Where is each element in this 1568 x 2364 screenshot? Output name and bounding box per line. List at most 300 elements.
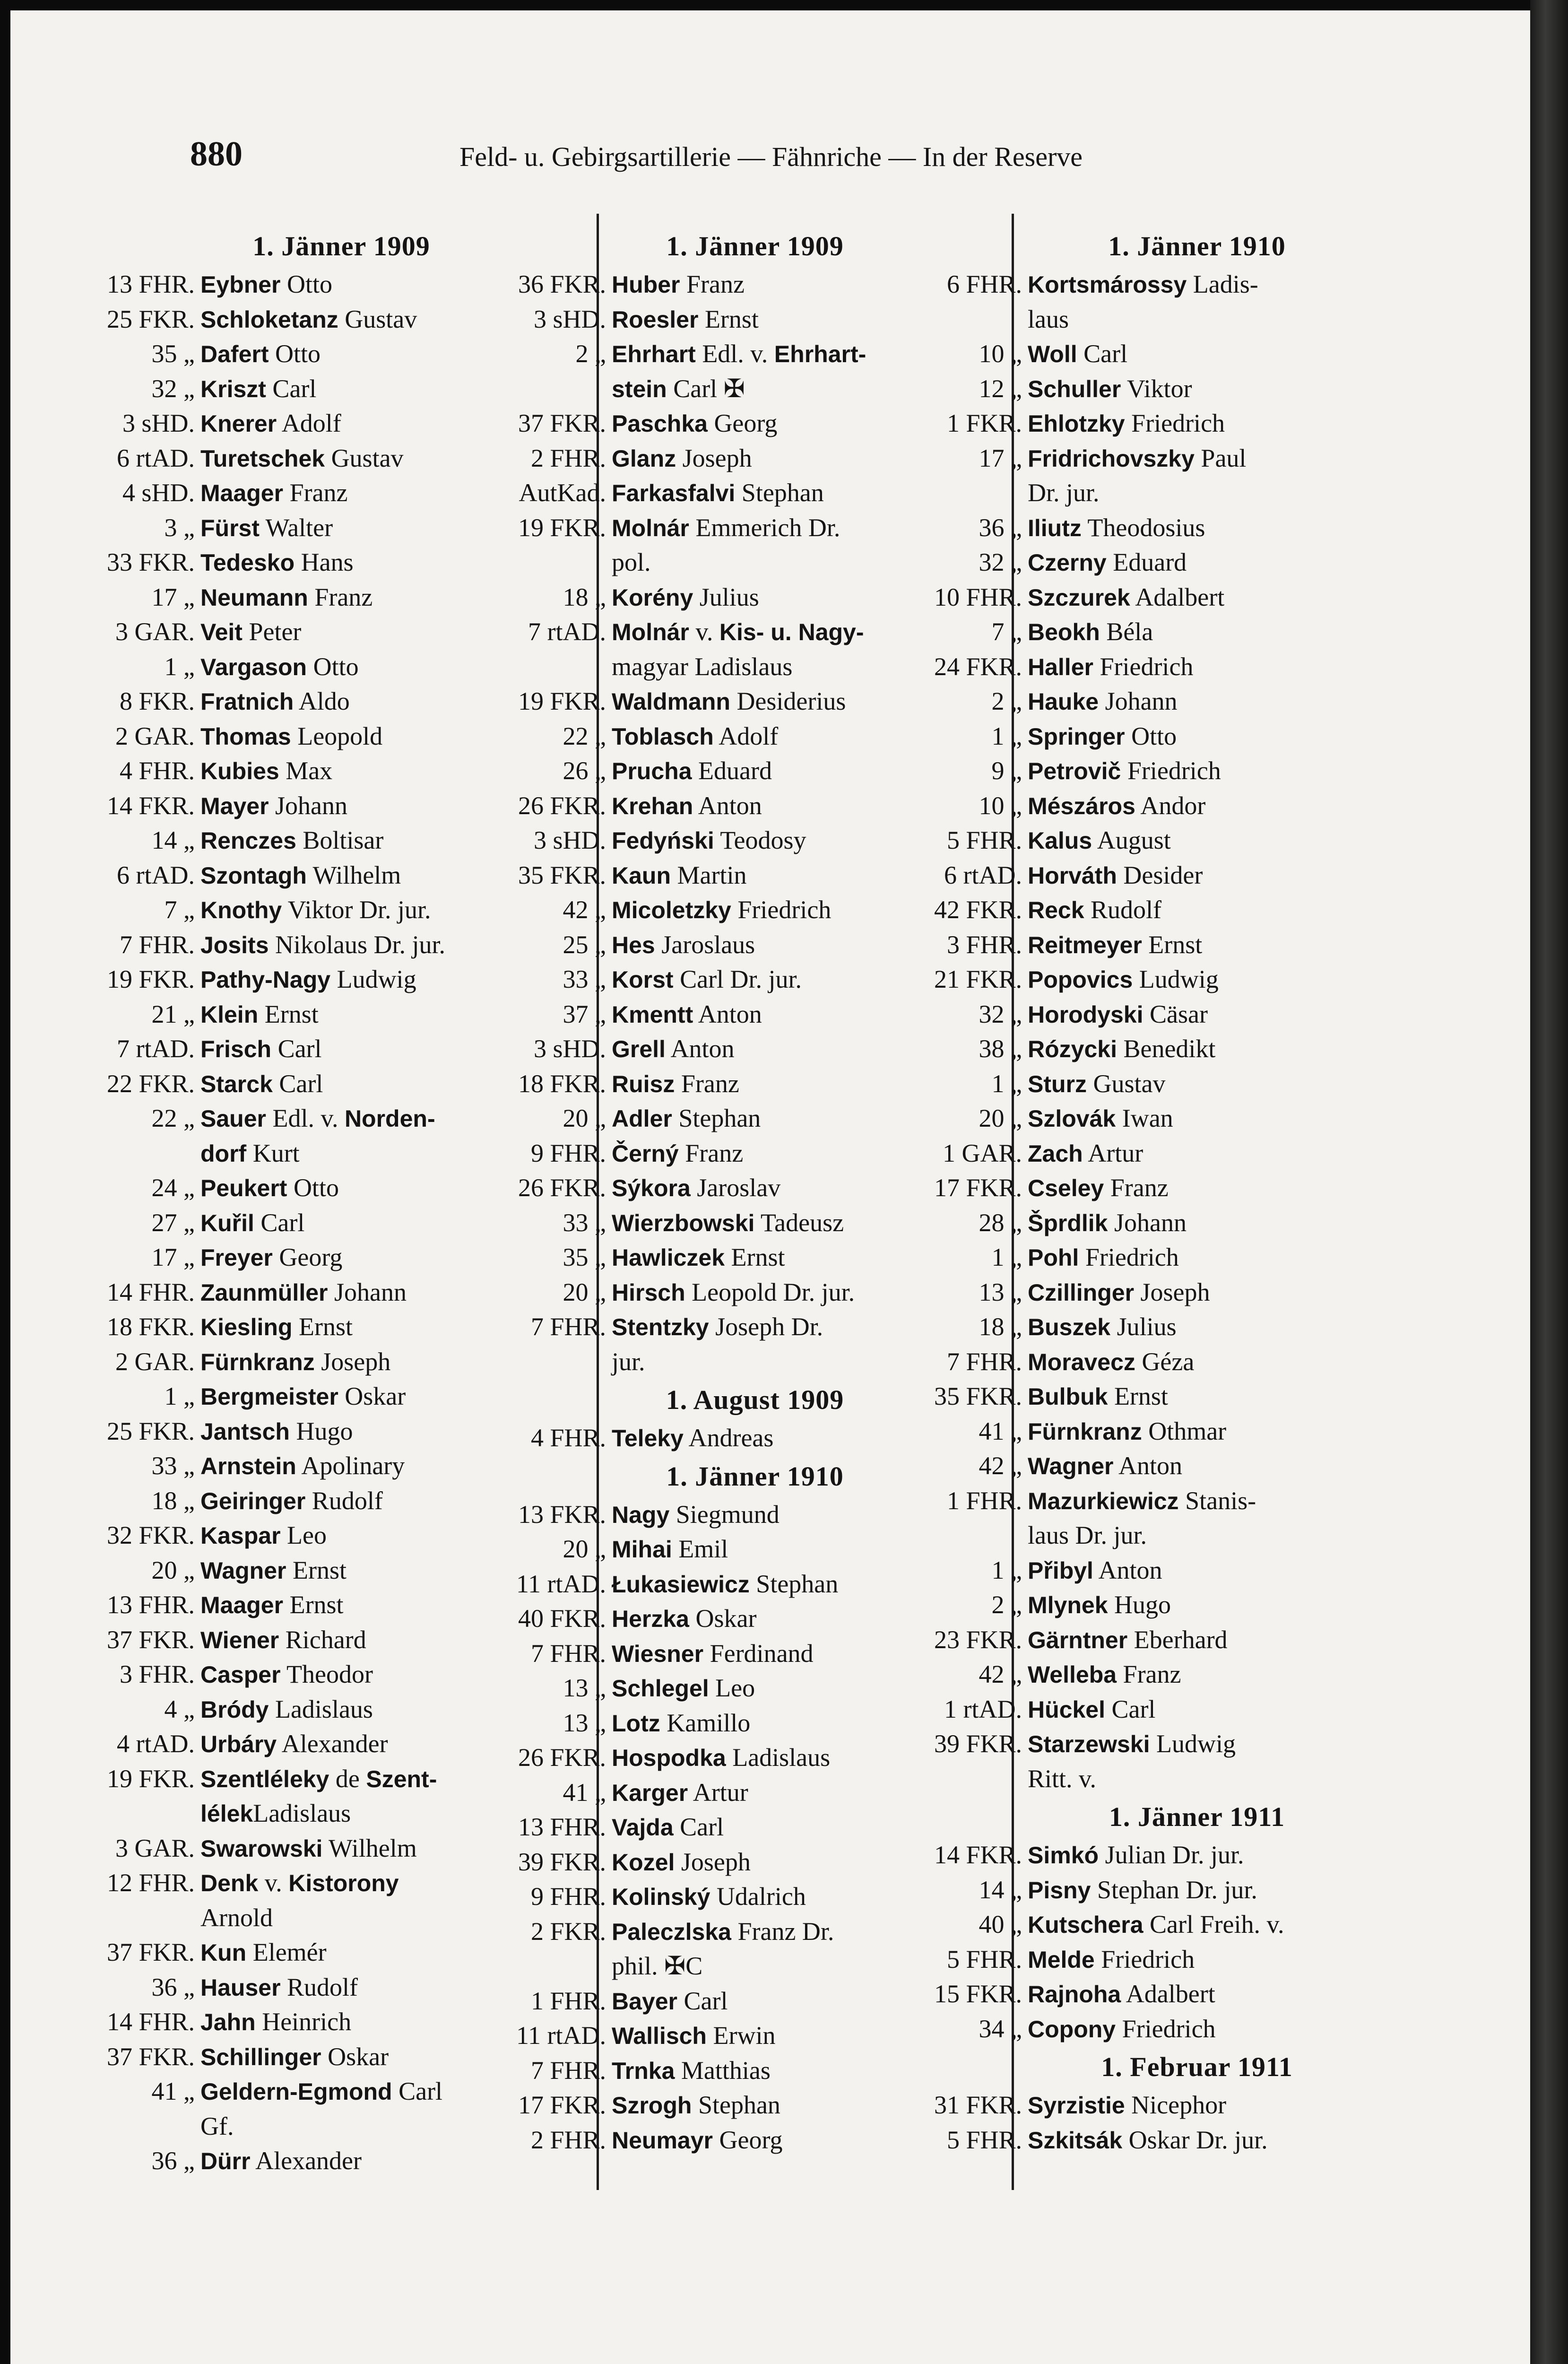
- surname: Farkasfalvi: [612, 480, 736, 506]
- given-names: Carl: [392, 2077, 443, 2105]
- given-names: Otto: [1125, 721, 1177, 750]
- entry-name: [200, 1796, 351, 1832]
- entry-name: [612, 441, 752, 477]
- entry-name: [612, 1171, 780, 1206]
- surname: Horodyski: [1028, 1001, 1144, 1028]
- surname: Bayer: [612, 1988, 677, 2015]
- entry-name: [1028, 1692, 1155, 1728]
- entry-continuation: [918, 476, 1476, 511]
- entry-name: [612, 406, 777, 442]
- surname: Starck: [200, 1070, 273, 1097]
- surname: Eybner: [200, 271, 281, 298]
- given-names: Ladis-: [1187, 270, 1258, 298]
- entry-name: [612, 1497, 780, 1533]
- given-names: Georg: [272, 1243, 343, 1271]
- entry-name: [1028, 615, 1153, 650]
- given-names: Rudolf: [1084, 895, 1162, 924]
- entry-name: [612, 858, 746, 894]
- unit-number: 10 „: [979, 339, 1022, 368]
- entry-row: [918, 337, 1476, 372]
- entry-name: [200, 1171, 339, 1206]
- entry-name: [612, 789, 762, 824]
- surname: Ehlotzky: [1028, 410, 1125, 437]
- unit-number: 27 „: [151, 1208, 195, 1237]
- entry-name: [200, 1414, 353, 1450]
- page-header: [190, 134, 1523, 182]
- entry-name: [1028, 1553, 1162, 1589]
- entry-name: [1028, 1414, 1226, 1450]
- unit-number: 7 FHR.: [946, 1347, 1022, 1376]
- surname: Bergmeister: [200, 1383, 338, 1410]
- surname: Pohl: [1028, 1244, 1079, 1271]
- given-names: Aldo: [294, 687, 350, 715]
- given-names: Anton: [1093, 1556, 1162, 1584]
- book-spine: [1530, 0, 1568, 2364]
- unit-number: 7 FHR.: [530, 1639, 606, 1668]
- surname: Adler: [612, 1105, 672, 1132]
- unit-number: 33 „: [151, 1451, 195, 1480]
- surname: Jantsch: [200, 1418, 290, 1445]
- entry-name: [200, 1275, 407, 1311]
- entry-name: [200, 1032, 322, 1067]
- given-names: Ludwig: [1150, 1730, 1236, 1758]
- unit-number: 3 sHD.: [122, 409, 195, 437]
- surname: Kutschera: [1028, 1912, 1144, 1938]
- entry-name: [200, 372, 316, 407]
- entry-name: [1028, 1275, 1210, 1311]
- given-names: Kurt: [246, 1139, 300, 1167]
- unit-number: 17 „: [979, 443, 1022, 472]
- given-names: Edl. v.: [695, 339, 774, 368]
- entry-name: [612, 2053, 771, 2089]
- unit-number: 18 „: [979, 1312, 1022, 1341]
- entry-row: [918, 1310, 1476, 1345]
- entry-name: [612, 1101, 761, 1137]
- unit-number: 3 sHD.: [533, 304, 606, 333]
- entry-name: [200, 406, 341, 442]
- given-names: v.: [258, 1869, 289, 1897]
- given-names: Carl: [271, 1034, 322, 1063]
- unit-number: 36 „: [151, 1973, 195, 2001]
- unit-number: 2 GAR.: [115, 721, 195, 750]
- entry-name: [612, 372, 745, 407]
- surname: Denk: [200, 1870, 259, 1896]
- entry-name: [1028, 1345, 1194, 1380]
- entry-row: [918, 2123, 1476, 2158]
- given-names: Ernst: [258, 999, 319, 1028]
- unit-number: 20 „: [563, 1104, 606, 1132]
- surname: Schloketanz: [200, 306, 338, 333]
- surname: Molnár: [612, 514, 689, 541]
- unit-number: 9 „: [991, 756, 1022, 785]
- entry-row: [918, 1414, 1476, 1449]
- entry-row: [918, 893, 1476, 928]
- unit-number: 41 „: [151, 2077, 195, 2105]
- unit-number: 21 FKR.: [934, 965, 1022, 993]
- entry-name: [200, 823, 383, 859]
- unit-number: 33 „: [563, 965, 606, 993]
- surname: Syrzistie: [1028, 2092, 1125, 2119]
- unit-number: 3 „: [164, 513, 195, 542]
- date-heading: 1. Jänner 1909: [666, 231, 844, 261]
- unit-number: 3 sHD.: [533, 1034, 606, 1063]
- entry-name: [612, 1984, 728, 2019]
- unit-number: 15 FKR.: [934, 1980, 1022, 2008]
- entry-row: [918, 1838, 1476, 1873]
- given-names: laus: [1028, 304, 1069, 333]
- unit-number: 39 FKR.: [934, 1730, 1022, 1758]
- entry-name: [1028, 1240, 1179, 1276]
- entry-name: [200, 858, 401, 894]
- given-names: Friedrich: [1121, 756, 1221, 785]
- unit-number: 13 FHR.: [518, 1813, 606, 1841]
- entry-name: [1028, 684, 1178, 720]
- unit-number: 23 FKR.: [934, 1625, 1022, 1654]
- given-names: Apolinary: [296, 1451, 405, 1480]
- entry-row: [918, 580, 1476, 615]
- entry-name: [1028, 1449, 1182, 1484]
- unit-number: 14 „: [979, 1875, 1022, 1904]
- surname: Szrogh: [612, 2092, 692, 2119]
- entry-name: [200, 1240, 342, 1276]
- surname: Szlovák: [1028, 1105, 1116, 1132]
- given-names: Georg: [707, 409, 778, 437]
- entry-name: [612, 1845, 751, 1880]
- unit-number: 13 „: [563, 1708, 606, 1737]
- entry-name: [200, 754, 332, 789]
- surname: Toblasch: [612, 723, 714, 750]
- given-names: Nicephor: [1125, 2091, 1227, 2119]
- surname: Kubies: [200, 758, 279, 784]
- surname: Wagner: [200, 1557, 286, 1584]
- given-names: Alexander: [250, 2147, 362, 2175]
- surname: Kuřil: [200, 1209, 254, 1236]
- given-names: Friedrich: [1093, 652, 1194, 681]
- entry-row: [918, 406, 1476, 441]
- entry-name: [1028, 580, 1224, 616]
- entry-row: [918, 1136, 1476, 1171]
- given-names: Johann: [328, 1278, 407, 1306]
- given-names: Franz: [680, 270, 745, 298]
- surname: Swarowski: [200, 1835, 323, 1862]
- unit-number: 11 rtAD.: [516, 1569, 606, 1598]
- unit-number: 20 „: [563, 1278, 606, 1306]
- unit-number: 37 FKR.: [106, 1625, 195, 1654]
- entry-name: [200, 545, 354, 581]
- given-names: Artur: [688, 1778, 748, 1807]
- entry-name: [200, 1657, 373, 1693]
- given-names: Heinrich: [255, 2008, 352, 2036]
- unit-number: 13 „: [563, 1674, 606, 1702]
- given-names: Stephan: [672, 1104, 761, 1132]
- unit-number: 22 FKR.: [106, 1069, 195, 1098]
- entry-row: [918, 1657, 1476, 1692]
- unit-number: 4 FHR.: [530, 1424, 606, 1452]
- unit-number: 22 „: [563, 721, 606, 750]
- given-names: Peter: [242, 617, 302, 646]
- entry-row: [918, 1727, 1476, 1762]
- unit-number: 6 rtAD.: [944, 860, 1022, 889]
- unit-number: 38 „: [979, 1034, 1022, 1063]
- given-names: Friedrich: [1094, 1945, 1195, 1973]
- entry-row: [918, 1171, 1476, 1206]
- given-names: Theodosius: [1081, 513, 1205, 542]
- unit-number: 1 FHR.: [530, 1986, 606, 2015]
- entry-name: [200, 1484, 383, 1519]
- unit-number: 7 FHR.: [530, 2056, 606, 2085]
- given-names: Desiderius: [730, 687, 846, 715]
- entry-name: [1028, 1171, 1169, 1206]
- entry-name: [200, 337, 321, 372]
- unit-number: 18 „: [563, 582, 606, 611]
- given-names: Carl: [677, 1986, 728, 2015]
- unit-number: 6 rtAD.: [117, 443, 195, 472]
- surname-part: Kis- u. Nagy-: [719, 619, 864, 645]
- entry-name: [1028, 1907, 1284, 1943]
- given-names: Ernst: [1108, 1382, 1168, 1410]
- unit-number: 18 „: [151, 1486, 195, 1515]
- given-names: Anton: [1113, 1451, 1183, 1480]
- surname: Teleky: [612, 1425, 684, 1451]
- surname: Rózycki: [1028, 1036, 1117, 1062]
- entry-name: [612, 580, 759, 616]
- entry-name: [1028, 406, 1225, 442]
- surname: Łukasiewicz: [612, 1571, 750, 1598]
- unit-number: 35 FKR.: [518, 860, 606, 889]
- entry-row: [918, 1588, 1476, 1623]
- unit-number: 13 FKR.: [518, 1500, 606, 1529]
- given-names: Julius: [1110, 1312, 1177, 1341]
- unit-number: 21 „: [151, 999, 195, 1028]
- surname: Knerer: [200, 410, 277, 437]
- given-names: Ritt. v.: [1028, 1764, 1097, 1793]
- surname: Maager: [200, 1592, 284, 1618]
- unit-number: 2 FHR.: [530, 443, 606, 472]
- surname: Wiesner: [612, 1640, 704, 1667]
- given-names: Martin: [671, 860, 747, 889]
- given-names: Béla: [1100, 617, 1153, 646]
- unit-number: 13 FHR.: [106, 270, 195, 298]
- given-names: Dr. jur.: [1028, 478, 1100, 507]
- given-names: Julian Dr. jur.: [1099, 1841, 1244, 1869]
- given-names: Carl: [266, 374, 317, 403]
- unit-number: 32 „: [151, 374, 195, 403]
- given-names: pol.: [612, 548, 651, 576]
- entry-continuation: [918, 1762, 1476, 1797]
- given-names: Theodor: [280, 1660, 373, 1688]
- surname: Pisny: [1028, 1877, 1091, 1903]
- entry-row: [918, 372, 1476, 407]
- surname: Czillinger: [1028, 1279, 1135, 1306]
- entry-name: [200, 1970, 358, 2006]
- surname: Thomas: [200, 723, 291, 750]
- given-names: Jaroslaus: [655, 930, 755, 959]
- given-names: Wilhelm: [322, 1834, 417, 1862]
- given-names: Adolf: [713, 721, 779, 750]
- given-names: Adalbert: [1121, 1980, 1215, 2008]
- unit-number: 10 „: [979, 791, 1022, 820]
- surname: Veit: [200, 619, 243, 645]
- entry-name: [1028, 1067, 1165, 1102]
- entry-row: [918, 650, 1476, 685]
- given-names: Ernst: [1142, 930, 1203, 959]
- entry-name: [200, 1345, 390, 1380]
- surname: Kaun: [612, 862, 671, 889]
- entry-name: [1028, 754, 1221, 789]
- surname: Nagy: [612, 1501, 670, 1528]
- unit-number: 4 sHD.: [122, 478, 195, 507]
- given-names: Siegmund: [669, 1500, 780, 1529]
- entry-name: [200, 2005, 351, 2040]
- unit-number: 33 „: [563, 1208, 606, 1237]
- surname: Czerny: [1028, 549, 1107, 576]
- entry-name: [200, 1901, 273, 1936]
- entry-row: [918, 1623, 1476, 1658]
- given-names: Johann: [1108, 1208, 1187, 1237]
- given-names: Elemér: [246, 1938, 327, 1966]
- entry-name: [612, 1240, 785, 1276]
- entry-continuation: [918, 302, 1476, 337]
- given-names: Stephan: [692, 2091, 780, 2119]
- surname: Korst: [612, 966, 674, 993]
- given-names: Friedrich: [1125, 409, 1225, 437]
- unit-number: 18 FKR.: [106, 1312, 195, 1341]
- unit-number: 4 „: [164, 1695, 195, 1723]
- surname: Lotz: [612, 1710, 660, 1737]
- surname: Renczes: [200, 827, 296, 854]
- surname: Roesler: [612, 306, 699, 333]
- entry-row: [918, 1449, 1476, 1484]
- entry-name: [1028, 1942, 1195, 1978]
- entry-name: [200, 441, 404, 477]
- unit-number: 36 „: [151, 2147, 195, 2175]
- given-names: Franz: [308, 582, 373, 611]
- given-names: Ladislaus: [269, 1695, 373, 1723]
- surname: Kiesling: [200, 1314, 293, 1340]
- entry-name: [200, 511, 333, 546]
- unit-number: 2 „: [991, 1590, 1022, 1619]
- unit-number: 1 GAR.: [942, 1139, 1022, 1167]
- entry-name: [200, 1067, 323, 1102]
- entry-row: [918, 615, 1476, 650]
- entry-name: [1028, 928, 1202, 963]
- entry-row: [918, 1873, 1476, 1908]
- entry-name: [612, 511, 840, 546]
- unit-number: 7 FHR.: [530, 1312, 606, 1341]
- unit-number: 24 FKR.: [934, 652, 1022, 681]
- unit-number: 31 FKR.: [934, 2091, 1022, 2119]
- date-heading: 1. Jänner 1909: [252, 231, 430, 261]
- given-names: Hugo: [1108, 1590, 1171, 1619]
- surname: Paleczlska: [612, 1918, 731, 1945]
- surname: Kozel: [612, 1849, 675, 1876]
- surname: Rajnoha: [1028, 1981, 1121, 2008]
- unit-number: 4 FHR.: [119, 756, 195, 785]
- given-names: Tadeusz: [754, 1208, 844, 1237]
- surname: Fürst: [200, 514, 260, 541]
- surname: Turetschek: [200, 445, 325, 472]
- unit-number: 35 „: [563, 1243, 606, 1271]
- entry-name: [612, 719, 778, 755]
- unit-number: 35 FKR.: [934, 1382, 1022, 1410]
- unit-number: 6 FHR.: [946, 270, 1022, 298]
- unit-number: 10 FHR.: [934, 582, 1022, 611]
- given-names: Georg: [713, 2125, 783, 2154]
- unit-number: 17 „: [151, 582, 195, 611]
- unit-number: 25 FKR.: [106, 304, 195, 333]
- entry-name: [1028, 1657, 1181, 1693]
- unit-number: 1 rtAD.: [944, 1695, 1022, 1723]
- surname: Kmentt: [612, 1001, 693, 1028]
- surname: Ruisz: [612, 1070, 675, 1097]
- unit-number: 32 „: [979, 999, 1022, 1028]
- given-names: Leo: [709, 1674, 755, 1702]
- entry-name: [200, 1449, 405, 1484]
- surname: Melde: [1028, 1946, 1095, 1973]
- entry-name: [1028, 1206, 1187, 1241]
- unit-number: 14 FHR.: [106, 1278, 195, 1306]
- surname: Neumann: [200, 584, 308, 611]
- given-names: Gustav: [325, 443, 404, 472]
- entry-name: [1028, 1762, 1096, 1797]
- unit-number: 1 FHR.: [946, 1486, 1022, 1515]
- surname: Šprdlik: [1028, 1209, 1108, 1236]
- unit-number: 2 „: [991, 687, 1022, 715]
- unit-number: 40 FKR.: [518, 1604, 606, 1633]
- surname: Wagner: [1028, 1453, 1114, 1479]
- given-names: Joseph Dr.: [709, 1312, 823, 1341]
- given-names: Rudolf: [305, 1486, 383, 1515]
- entry-row: [918, 267, 1476, 302]
- entry-name: [612, 1532, 728, 1567]
- given-names: Ludwig: [1133, 965, 1219, 993]
- surname: Fürnkranz: [1028, 1418, 1142, 1445]
- given-names: Richard: [279, 1625, 366, 1654]
- unit-number: 7 rtAD.: [117, 1034, 195, 1063]
- entry-row: [918, 1942, 1476, 1977]
- surname: Schuller: [1028, 375, 1121, 402]
- surname: Hauke: [1028, 688, 1099, 715]
- surname: Sauer: [200, 1105, 266, 1132]
- unit-number: 19 FKR.: [106, 965, 195, 993]
- entry-row: [918, 1275, 1476, 1310]
- given-names: Paul: [1194, 443, 1247, 472]
- surname: Kriszt: [200, 375, 266, 402]
- given-names: v.: [689, 617, 719, 646]
- entry-name: [612, 1310, 823, 1345]
- surname: Sturz: [1028, 1070, 1087, 1097]
- surname: Reitmeyer: [1028, 931, 1142, 958]
- surname: Petrovič: [1028, 758, 1121, 784]
- entry-name: [1028, 2012, 1216, 2047]
- surname: Molnár: [612, 619, 689, 645]
- unit-number: 42 „: [563, 895, 606, 924]
- given-names: Max: [279, 756, 333, 785]
- entry-name: [612, 545, 651, 581]
- surname: Kalus: [1028, 827, 1092, 854]
- surname: stein: [612, 375, 667, 402]
- surname: Szkitsák: [1028, 2127, 1123, 2154]
- entry-name: [1028, 372, 1192, 407]
- surname: Karger: [612, 1779, 688, 1806]
- entry-name: [200, 302, 417, 338]
- entry-name: [200, 1935, 327, 1971]
- given-names: Leo: [280, 1521, 327, 1549]
- surname: Fridrichovszky: [1028, 445, 1195, 472]
- surname: Bródy: [200, 1696, 269, 1723]
- surname: Vargason: [200, 653, 307, 680]
- entry-row: [918, 719, 1476, 754]
